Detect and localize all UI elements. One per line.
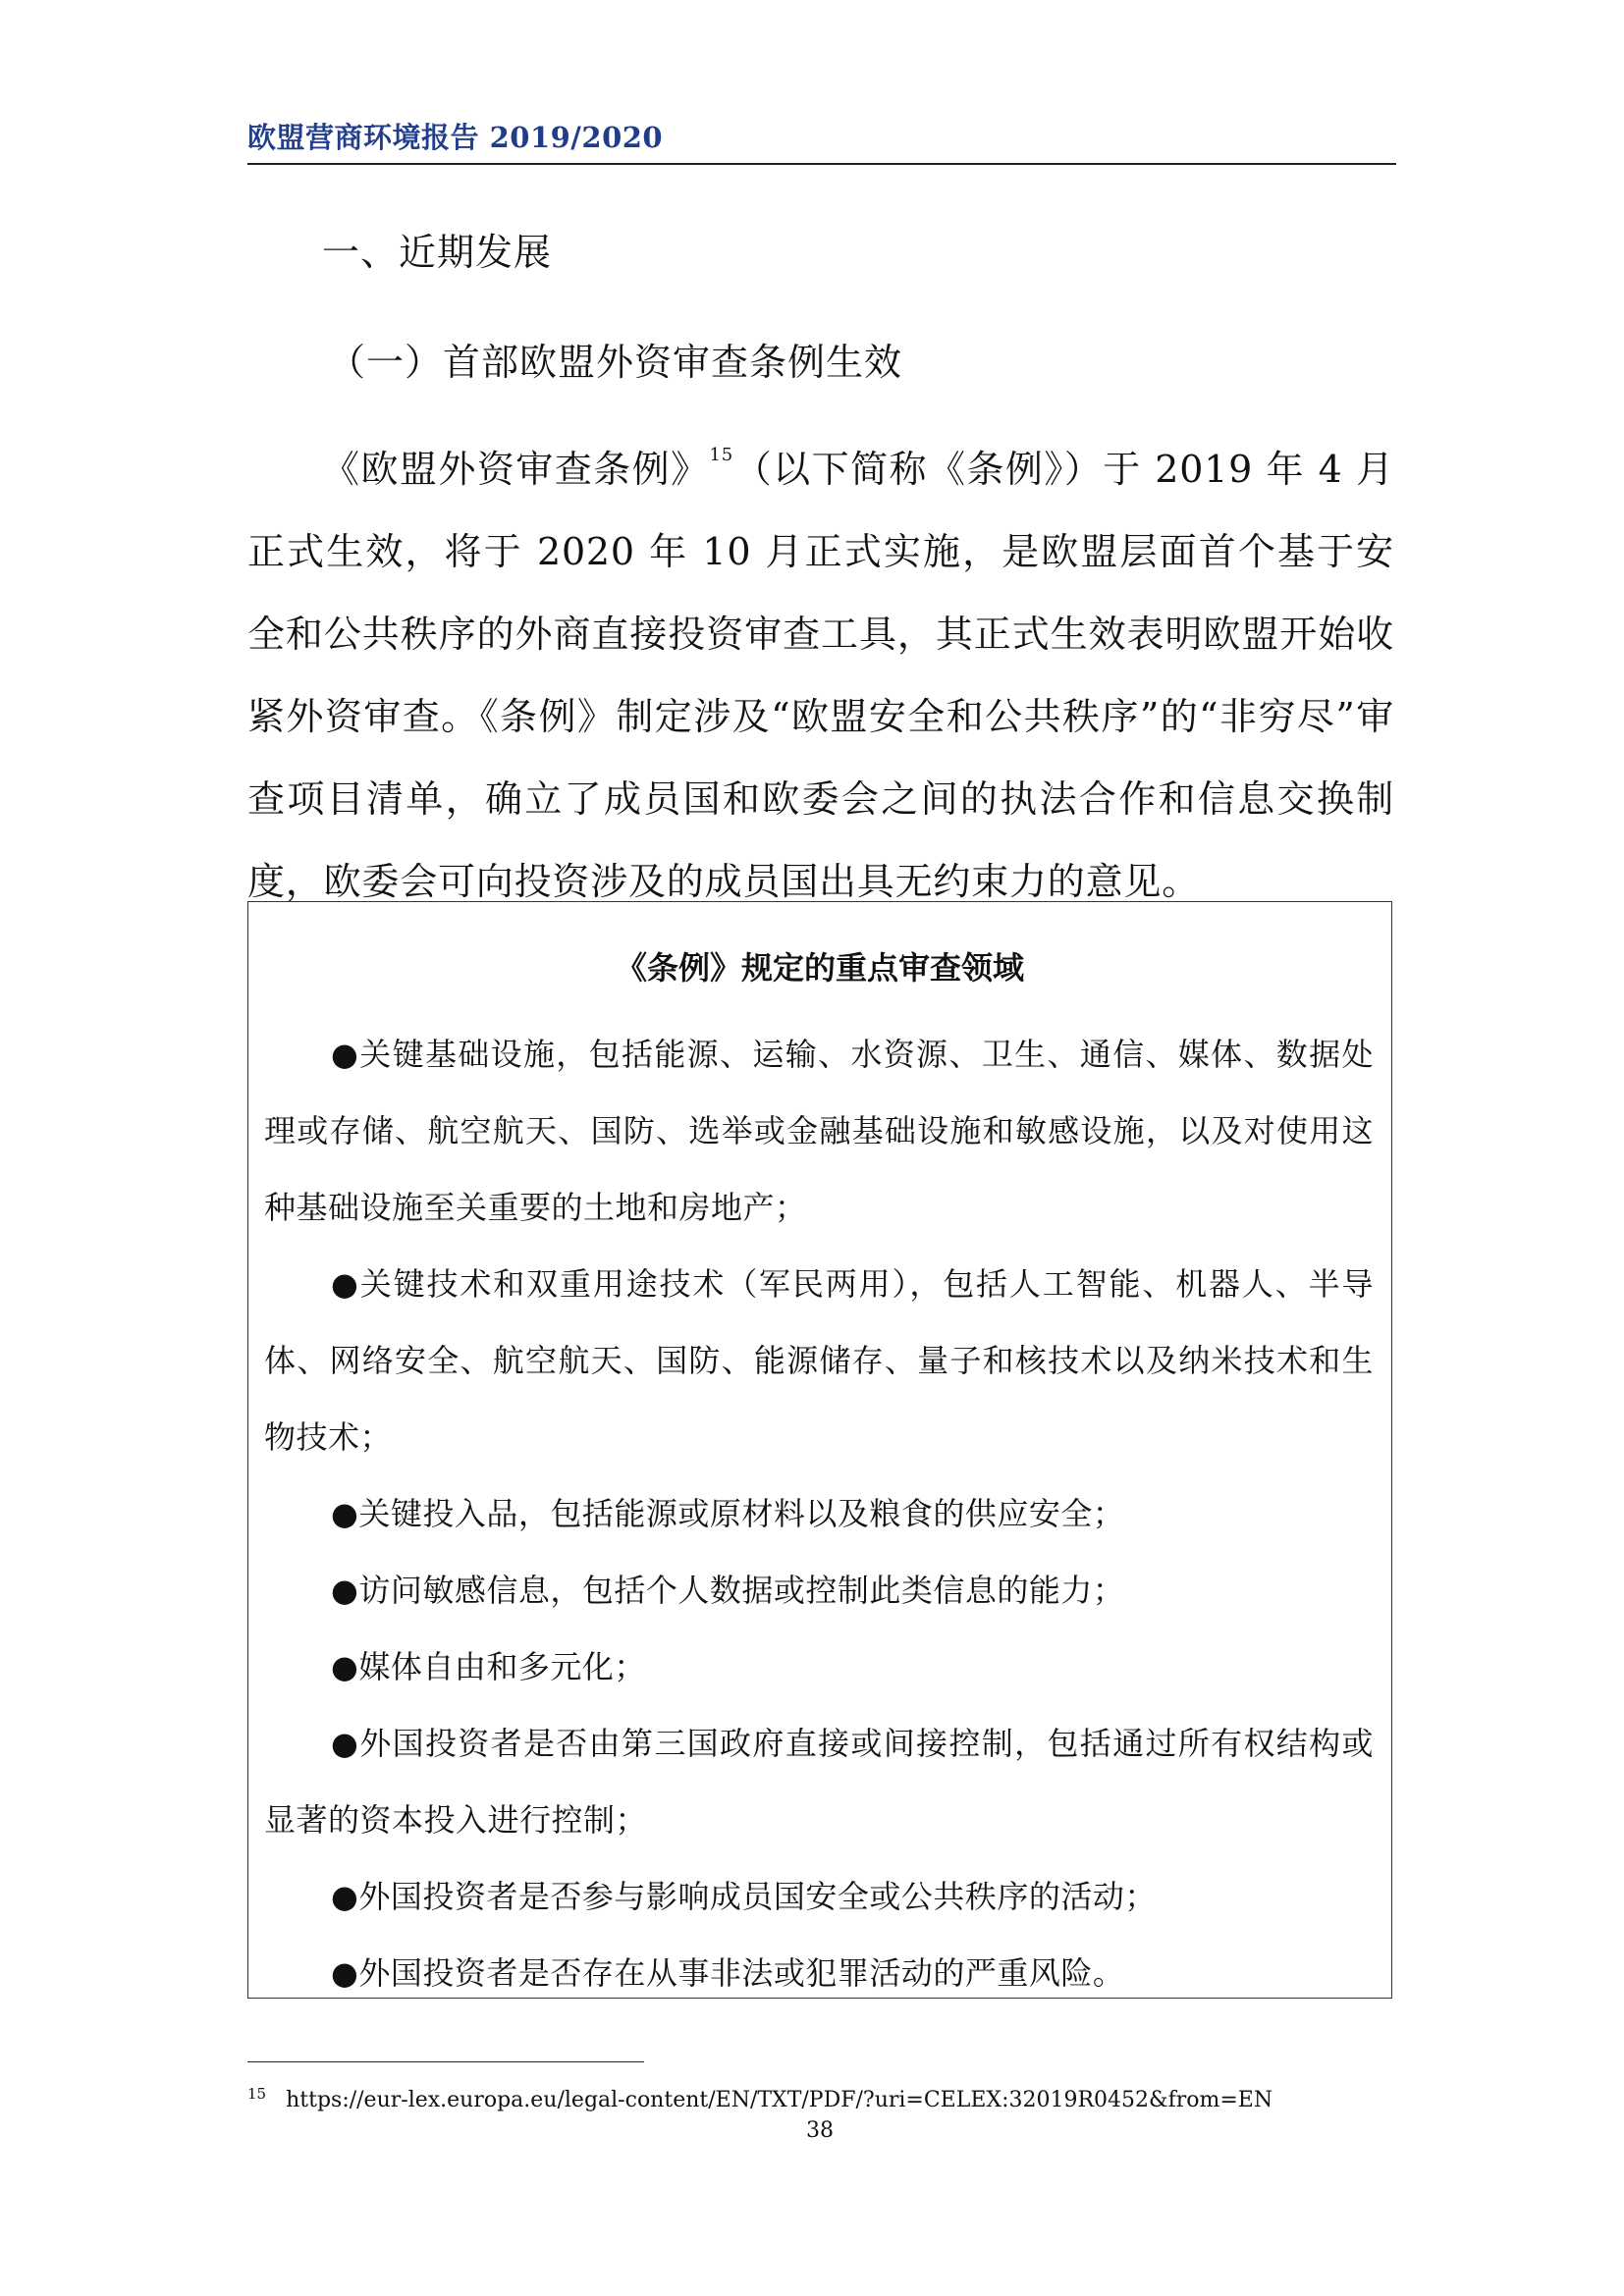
header-divider [247,163,1396,165]
paragraph-rest: （以下简称《条例》）于 2019 年 4 月正式生效，将于 2020 年 10 月正式实施，是欧盟层面首个基于安全和公共秩序的外商直接投资审查工具，其正式生效表明欧盟开始收紧外资审查。《条例》制定涉及“欧盟安全和公共秩序”的“非穷尽”审查项目清单，确立了成员国和欧委会之间的执法合作和信息交换制度，欧委会可向投资涉及的成员国出具无约束力的意见。 [247,448,1394,903]
footnote-link[interactable]: https://eur-lex.europa.eu/legal-content/EN/TXT/PDF/?uri=CELEX:32019R0452&from=EN [286,2088,1273,2112]
box-title: 《条例》规定的重点审查领域 [615,949,1024,987]
page-number: 38 [806,2118,834,2143]
footnote-reference[interactable]: 15 [709,445,734,465]
subsection-heading: （一）首部欧盟外资审查条例生效 [328,341,903,384]
list-item: ●媒体自由和多元化； [331,1648,646,1685]
list-item: ●外国投资者是否参与影响成员国安全或公共秩序的活动； [331,1878,1157,1915]
footnote [247,2085,1272,2112]
list-item: ●外国投资者是否由第三国政府直接或间接控制，包括通过所有权结构或显著的资本投入进行控制； [264,1725,1374,1839]
footnote-number: 15 [247,2085,267,2103]
list-item: ●关键技术和双重用途技术（军民两用），包括人工智能、机器人、半导体、网络安全、航空航天、国防、能源储存、量子和核技术以及纳米技术和生物技术； [264,1265,1374,1456]
list-item: ●关键基础设施，包括能源、运输、水资源、卫生、通信、媒体、数据处理或存储、航空航天、国防、选举或金融基础设施和敏感设施，以及对使用这种基础设施至关重要的土地和房地产； [264,1036,1374,1226]
body-paragraph [247,428,1394,923]
list-item: ●外国投资者是否存在从事非法或犯罪活动的严重风险。 [331,1954,1125,1992]
list-item: ●关键投入品，包括能源或原材料以及粮食的供应安全； [331,1495,1125,1532]
review-areas-box [247,901,1392,1999]
running-header-title: 欧盟营商环境报告 2019/2020 [247,121,664,154]
footnote-divider [247,2061,644,2062]
box-list [264,1016,1374,2011]
list-item: ●访问敏感信息，包括个人数据或控制此类信息的能力； [331,1572,1125,1609]
paragraph-lead: 《欧盟外资审查条例》 [322,448,710,491]
section-heading: 一、近期发展 [322,231,553,274]
